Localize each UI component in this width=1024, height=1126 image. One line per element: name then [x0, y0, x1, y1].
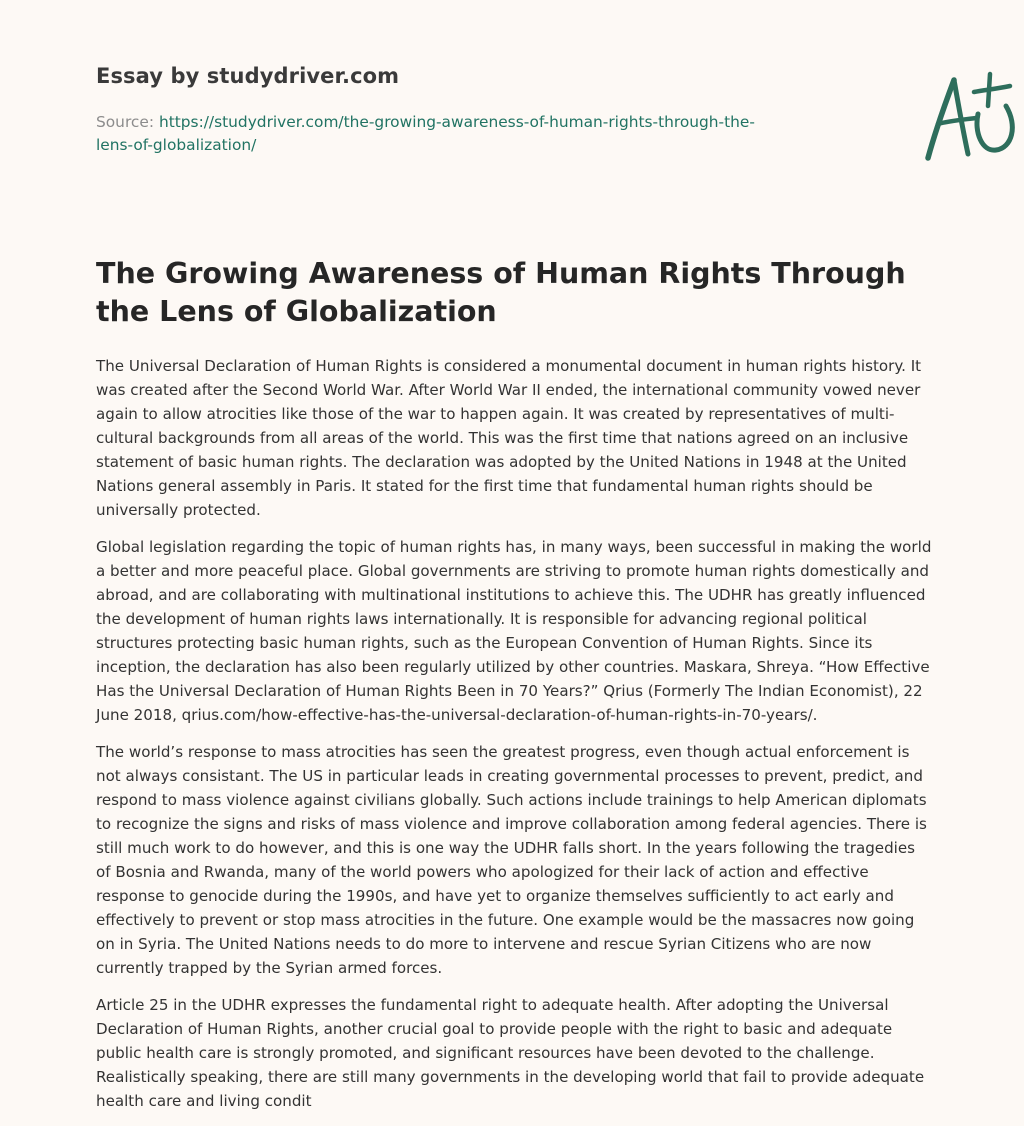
essay-paragraph: The world’s response to mass atrocities has seen the greatest progress, even though actual enforcement is not always consistant. The US in particular leads in creating governmental processes to prevent, predict, and respond to mass violence against civilians globally. Such actions include trainings to help American diplomats to recognize the signs and risks of mass violence and improve collaboration among federal agencies. There is still much work to do however, and this is one way the UDHR falls short. In the years following the tragedies of Bosnia and Rwanda, many of the world powers who apologized for their lack of action and effective response to genocide during the 1990s, and have yet to organize themselves sufficiently to act early and effectively to prevent or stop mass atrocities in the future. One example would be the massacres now going on in Syria. The United Nations needs to do more to intervene and rescue Syrian Citizens who are now currently trapped by the Syrian armed forces. [96, 743, 927, 977]
site-title: Essay by studydriver.com [96, 64, 400, 88]
a-plus-logo-icon [918, 70, 1022, 166]
essay-paragraph: The Universal Declaration of Human Rights is considered a monumental document in human rights history. It was created after the Second World War. After World War II ended, the international community vowed never again to allow atrocities like those of the war to happen again. It was created by representatives of multi-cultural backgrounds from all areas of the world. This was the first time that nations agreed on an inclusive statement of basic human rights. The declaration was adopted by the United Nations in 1948 at the United Nations general assembly in Paris. It stated for the first time that fundamental human rights should be universally protected. [96, 357, 922, 519]
essay-body [96, 354, 932, 1126]
source-link[interactable]: https://studydriver.com/the-growing-awareness-of-human-rights-through-the-lens-of-globalization/ [96, 113, 755, 154]
essay-title: The Growing Awareness of Human Rights Through the Lens of Globalization [96, 257, 906, 328]
source-label: Source: [96, 113, 155, 131]
source-line [96, 111, 776, 157]
essay-paragraph: Global legislation regarding the topic of human rights has, in many ways, been successful in making the world a better and more peaceful place. Global governments are striving to promote human rights domestically and abroad, and are collaborating with multinational institutions to achieve this. The UDHR has greatly influenced the development of human rights laws internationally. It is responsible for advancing regional political structures protecting basic human rights, such as the European Convention of Human Rights. Since its inception, the declaration has also been regularly utilized by other countries. Maskara, Shreya. “How Effective Has the Universal Declaration of Human Rights Been in 70 Years?” Qrius (Formerly The Indian Economist), 22 June 2018, qrius.com/how-effective-has-the-universal-declaration-of-human-rights-in-70-years/. [96, 538, 932, 724]
essay-paragraph: Article 25 in the UDHR expresses the fundamental right to adequate health. After adopting the Universal Declaration of Human Rights, another crucial goal to provide people with the right to basic and adequate public health care is strongly promoted, and significant resources have been devoted to the challenge. Realistically speaking, there are still many governments in the developing world that fail to provide adequate health care and living condit [96, 996, 925, 1110]
